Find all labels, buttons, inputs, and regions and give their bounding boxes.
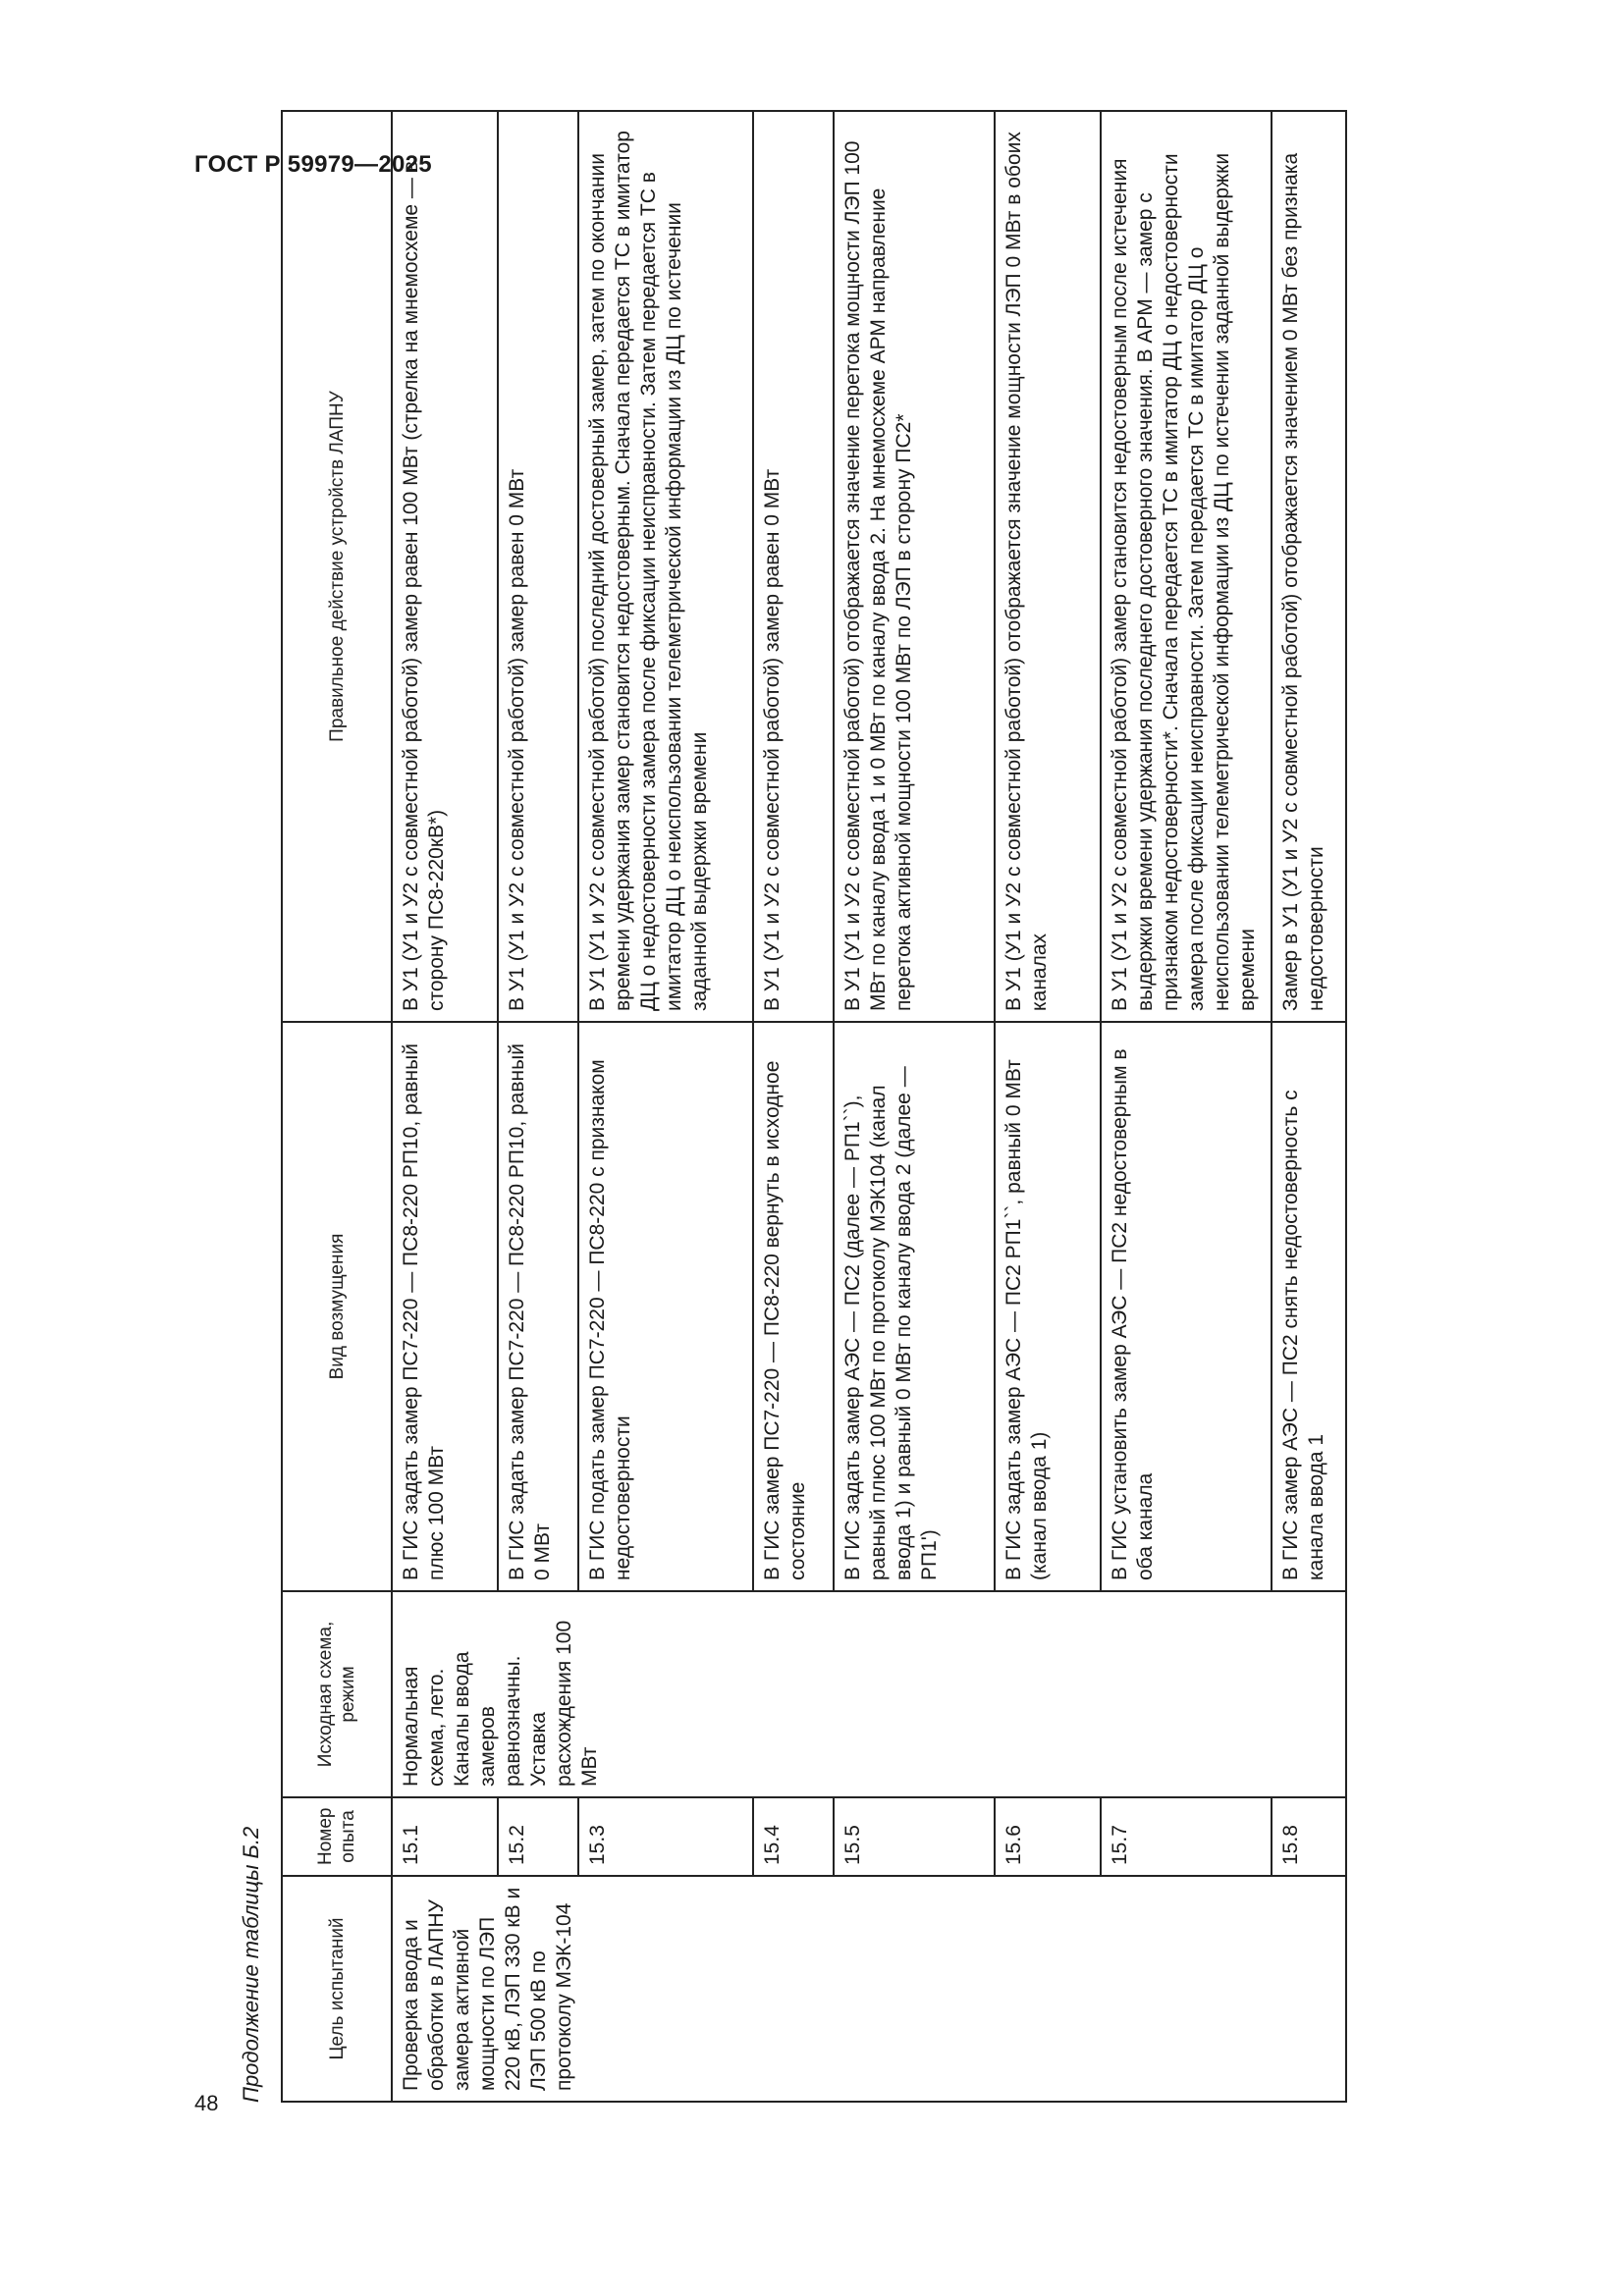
action-cell: Замер в У1 (У1 и У2 с совместной работой) отображается значением 0 МВт без признака недостоверности [1272, 111, 1346, 1022]
table-row [1101, 111, 1272, 2102]
table-caption: Продолжение таблицы Б.2 [239, 1826, 263, 2103]
action-cell: В У1 (У1 и У2 с совместной работой) замер становится недостоверным после истечения выдержки времени удержания последнего достоверного значения. В АРМ — замер с признаком недостоверности*. Сначала передается ТС в имитатор ДЦ о недостоверности замера после фиксации неисправности. Затем передается ТС в имитатор ДЦ о неиспользовании телеметрической информации из ДЦ по истечении заданной выдержки времени [1101, 111, 1272, 1022]
test-number: 15.7 [1101, 1797, 1272, 1876]
disturbance-cell: В ГИС задать замер АЭС — ПС2 РП1``, равный 0 МВт (канал ввода 1) [995, 1022, 1101, 1591]
table-row [995, 111, 1101, 2102]
document-header: ГОСТ Р 59979—2025 [194, 151, 432, 178]
table-row [578, 111, 753, 2102]
disturbance-cell: В ГИС замер АЭС — ПС2 снять недостоверность с канала ввода 1 [1272, 1022, 1346, 1591]
column-header-purpose: Цель испытаний [282, 1876, 392, 2102]
disturbance-cell: В ГИС задать замер ПС7-220 — ПС8-220 РП10, равный 0 МВт [498, 1022, 578, 1591]
test-table [281, 110, 1347, 2103]
test-number: 15.8 [1272, 1797, 1346, 1876]
action-cell: В У1 (У1 и У2 с совместной работой) последний достоверный замер, затем по окончании времени удержания замер становится недостоверным. Сначала передается ТС в имитатор ДЦ о недостоверности замера после фиксации неисправности. Затем передается ТС в имитатор ДЦ о неиспользовании телеметрической информации из ДЦ по истечении заданной выдержки времени [578, 111, 753, 1022]
disturbance-cell: В ГИС замер ПС7-220 — ПС8-220 вернуть в исходное состояние [753, 1022, 834, 1591]
disturbance-cell: В ГИС задать замер АЭС — ПС2 (далее — РП1``), равный плюс 100 МВт по протоколу МЭК104 (канал ввода 1) и равный 0 МВт по каналу ввода 2 (далее — РП1') [834, 1022, 995, 1591]
disturbance-cell: В ГИС задать замер ПС7-220 — ПС8-220 РП10, равный плюс 100 МВт [392, 1022, 498, 1591]
action-cell: В У1 (У1 и У2 с совместной работой) замер равен 0 МВт [498, 111, 578, 1022]
test-number: 15.3 [578, 1797, 753, 1876]
column-header-scheme: Исходная схема, режим [282, 1591, 392, 1797]
purpose-cell: Проверка ввода и обработки в ЛАПНУ замера активной мощности по ЛЭП 220 кВ, ЛЭП 330 кВ и ЛЭП 500 кВ по протоколу МЭК-104 [392, 1876, 1346, 2102]
action-cell: В У1 (У1 и У2 с совместной работой) замер равен 100 МВт (стрелка на мнемосхеме — в сторону ПС8-220кВ*) [392, 111, 498, 1022]
column-header-action: Правильное действие устройств ЛАПНУ [282, 111, 392, 1022]
test-number: 15.4 [753, 1797, 834, 1876]
test-number: 15.5 [834, 1797, 995, 1876]
table-row [1272, 111, 1346, 2102]
table-row [392, 111, 498, 2102]
action-cell: В У1 (У1 и У2 с совместной работой) отображается значение перетока мощности ЛЭП 100 МВт по каналу ввода 1 и 0 МВт по каналу ввода 2. На мнемосхеме АРМ направление перетока активной мощности 100 МВт по ЛЭП в сторону ПС2* [834, 111, 995, 1022]
action-cell: В У1 (У1 и У2 с совместной работой) отображается значение мощности ЛЭП 0 МВт в обоих каналах [995, 111, 1101, 1022]
test-number: 15.1 [392, 1797, 498, 1876]
table-row [753, 111, 834, 2102]
column-header-number: Номер опыта [282, 1797, 392, 1876]
disturbance-cell: В ГИС установить замер АЭС — ПС2 недостоверным в оба канала [1101, 1022, 1272, 1591]
test-number: 15.2 [498, 1797, 578, 1876]
rotated-table-block [232, 112, 1356, 2103]
table-row [498, 111, 578, 2102]
test-number: 15.6 [995, 1797, 1101, 1876]
table-row [834, 111, 995, 2102]
table-header-row [282, 111, 392, 2102]
action-cell: В У1 (У1 и У2 с совместной работой) замер равен 0 МВт [753, 111, 834, 1022]
scheme-cell: Нормальная схема, лето. Каналы ввода замеров равнозначны. Уставка расхождения 100 МВт [392, 1591, 1346, 1797]
page-number: 48 [194, 2091, 219, 2115]
disturbance-cell: В ГИС подать замер ПС7-220 — ПС8-220 с признаком недостоверности [578, 1022, 753, 1591]
column-header-disturbance: Вид возмущения [282, 1022, 392, 1591]
